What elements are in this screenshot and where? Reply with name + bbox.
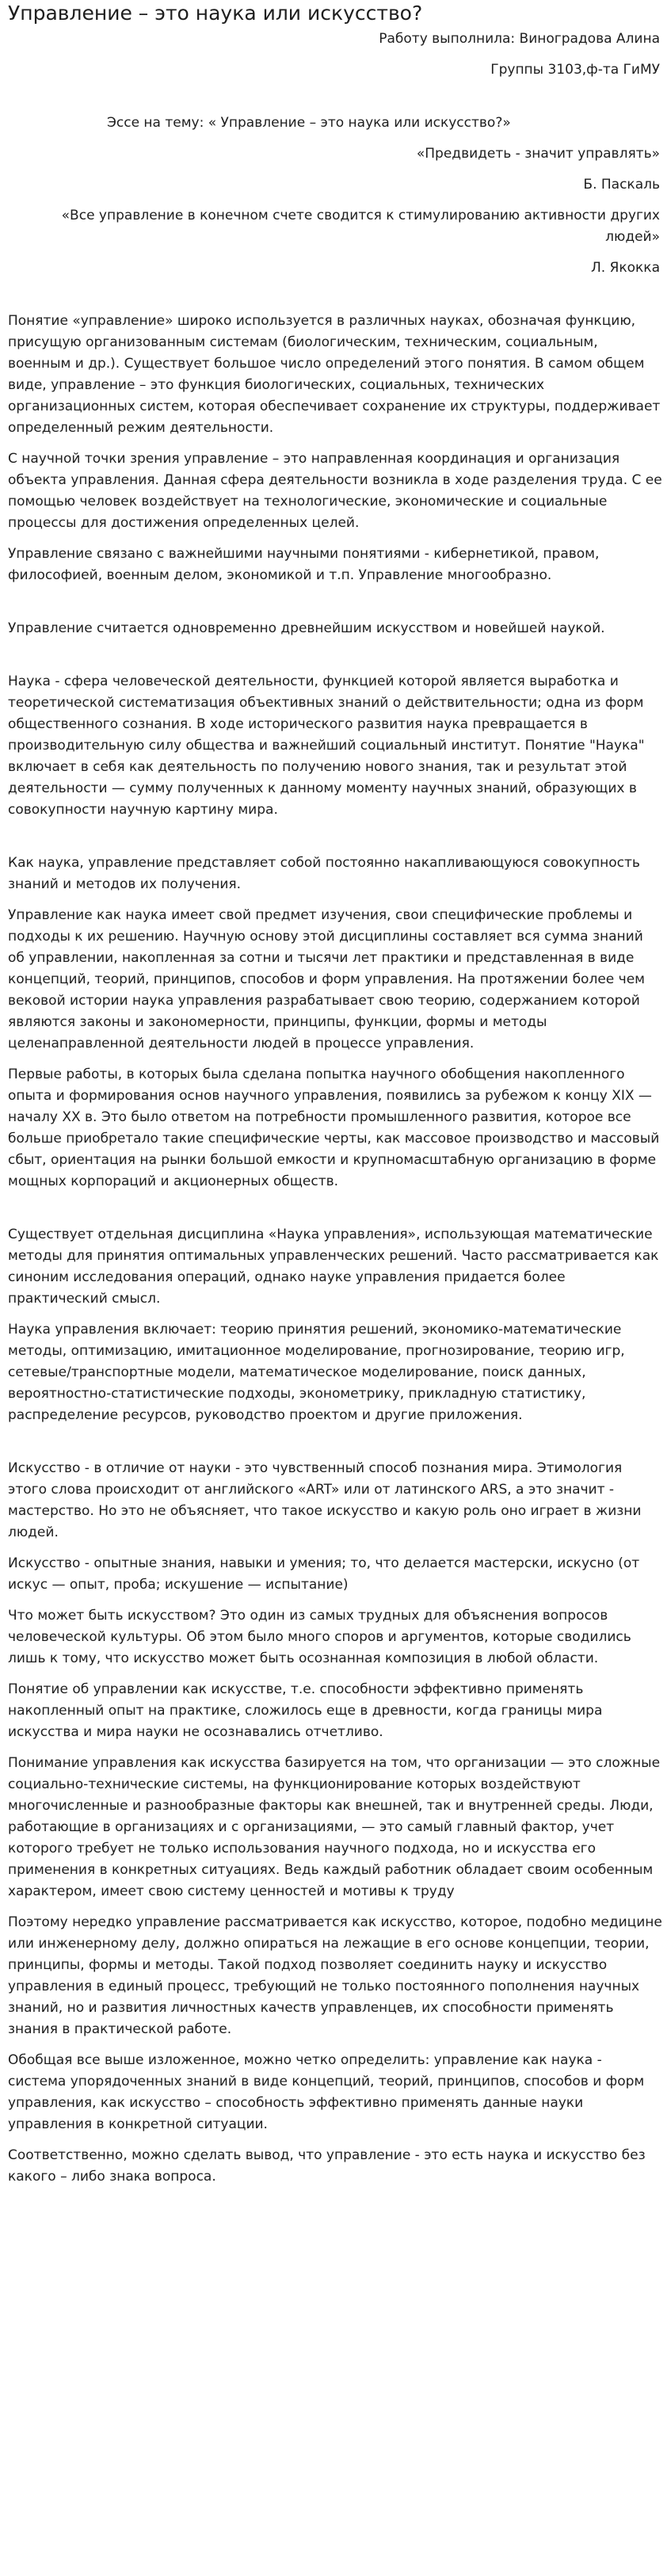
paragraph: Искусство - опытные знания, навыки и умения; то, что делается мастерски, искусно (от искус — опыт, проба; искушение — испытание) bbox=[8, 1555, 640, 1593]
paragraph: Искусство - в отличие от науки - это чувственный способ познания мира. Этимология этого слова происходит от английского «ART» или от латинского ARS, а это значит - мастерство. Но это не объясняет, что такое искусство и какую роль оно играет в жизни людей. bbox=[8, 1460, 642, 1540]
paragraph: Управление связано с важнейшими научными понятиями - кибернетикой, правом, философией, военным делом, экономикой и т.п. Управление многообразно. bbox=[8, 546, 600, 583]
epigraph-quote-2: «Все управление в конечном счете сводится к стимулированию активности других людей» bbox=[61, 208, 660, 245]
epigraph-block bbox=[8, 113, 663, 279]
paragraph: Обобщая все выше изложенное, можно четко определить: управление как наука - система упорядоченных знаний в виде концепций, теорий, принципов, способов и форм управления, как искусство – способность эффективно применять данные науки управления в конкретной ситуации. bbox=[8, 2052, 645, 2132]
author-block bbox=[8, 29, 663, 81]
paragraph: Понятие об управлении как искусстве, т.е. способности эффективно применять накопленный опыт на практике, сложилось еще в древности, когда границы мира искусства и мира науки не осознавались отчетливо. bbox=[8, 1681, 603, 1740]
essay-body bbox=[8, 311, 663, 2188]
paragraph: Соответственно, можно сделать вывод, что управление - это есть наука и искусство без какого – либо знака вопроса. bbox=[8, 2147, 646, 2185]
paragraph: С научной точки зрения управление – это направленная координация и организация объекта управления. Данная сфера деятельности возникла в ходе разделения труда. С ее помощью человек воздействует на технологические, экономические и социальные процессы для достижения определенных целей. bbox=[8, 451, 662, 531]
paragraph: Как наука, управление представляет собой постоянно накапливающуюся совокупность знаний и методов их получения. bbox=[8, 855, 640, 892]
paragraph: Наука - сфера человеческой деятельности, функцией которой является выработка и теоретической систематизация объективных знаний о действительности; одна из форм общественного сознания. В ходе исторического развития наука превращается в производительную силу общества и важнейший социальный институт. Понятие "Наука" включает в себя как деятельность по получению нового знания, так и результат этой деятельности — сумму полученных к данному моменту научных знаний, образующих в совокупности научную картину мира. bbox=[8, 674, 645, 818]
epigraph-author-1: Б. Паскаль bbox=[583, 177, 660, 193]
author-line: Работу выполнила: Виноградова Алина bbox=[379, 31, 660, 47]
paragraph: Наука управления включает: теорию принятия решений, экономико-математические методы, оптимизацию, имитационное моделирование, прогнозирование, теорию игр, сетевые/транспортные модели, математическое моделирование, поиск данных, вероятностно-статистические подходы, эконометрику, прикладную статистику, распределение ресурсов, руководство проектом и другие приложения. bbox=[8, 1322, 625, 1423]
paragraph: Существует отдельная дисциплина «Наука управления», использующая математические методы для принятия оптимальных управленческих решений. Часто рассматривается как синоним исследования операций, однако науке управления придается более практический смысл. bbox=[8, 1227, 659, 1307]
group-line: Группы 3103,ф-та ГиМУ bbox=[490, 62, 660, 78]
paragraph: Поэтому нередко управление рассматривается как искусство, которое, подобно медицине или инженерному делу, должно опираться на лежащие в его основе концепции, теории, принципы, формы и методы. Такой подход позволяет соединить науку и искусство управления в единый процесс, требующий не только постоянного пополнения научных знаний, но и развития личностных качеств управленцев, их способности применять знания в практической работе. bbox=[8, 1914, 662, 2037]
paragraph: Понимание управления как искусства базируется на том, что организации — это сложные социально-технические системы, на функционирование которых воздействуют многочисленные и разнообразные факторы как внешней, так и внутренней среды. Люди, работающие в организациях и с организациями, — это самый главный фактор, учет которого требует не только использования научного подхода, но и искусства его применения в конкретных ситуациях. Ведь каждый работник обладает своим особенным характером, имеет свою систему ценностей и мотивы к труду bbox=[8, 1755, 661, 1899]
paragraph: Понятие «управление» широко используется в различных науках, обозначая функцию, присущую организованным системам (биологическим, техническим, социальным, военным и др.). Существует большое число определений этого понятия. В самом общем виде, управление – это функция биологических, социальных, технических организационных систем, которая обеспечивает сохранение их структуры, поддерживает определенный режим деятельности. bbox=[8, 313, 661, 436]
paragraph: Первые работы, в которых была сделана попытка научного обобщения накопленного опыта и формирования основ научного управления, появились за рубежом к концу XIX — началу XX в. Это было ответом на потребности промышленного развития, которое все больше приобретало такие специфические черты, как массовое производство и массовый сбыт, ориентация на рынки большой емкости и крупномасштабную организацию в форме мощных корпораций и акционерных обществ. bbox=[8, 1067, 660, 1189]
paragraph: Управление как наука имеет свой предмет изучения, свои специфические проблемы и подходы к их решению. Научную основу этой дисциплины составляет вся сумма знаний об управлении, накопленная за сотни и тысячи лет практики и представленная в виде концепций, теорий, принципов, способов и форм управления. На протяжении более чем вековой истории наука управления разрабатывает свою теорию, содержанием которой являются законы и закономерности, принципы, функции, формы и методы целенаправленной деятельности людей в процессе управления. bbox=[8, 907, 645, 1051]
epigraph-author-2: Л. Якокка bbox=[590, 260, 660, 276]
paragraph: Что может быть искусством? Это один из самых трудных для объяснения вопросов человеческой культуры. Об этом было много споров и аргументов, которые сводились лишь к тому, что искусство может быть осознанная композиция в любой области. bbox=[8, 1608, 631, 1666]
document-title: Управление – это наука или искусство? bbox=[8, 2, 423, 25]
epigraph-quote-1: «Предвидеть - значит управлять» bbox=[416, 146, 660, 162]
essay-topic: Эссе на тему: « Управление – это наука или искусство?» bbox=[107, 115, 511, 131]
paragraph: Управление считается одновременно древнейшим искусством и новейшей наукой. bbox=[8, 620, 605, 636]
